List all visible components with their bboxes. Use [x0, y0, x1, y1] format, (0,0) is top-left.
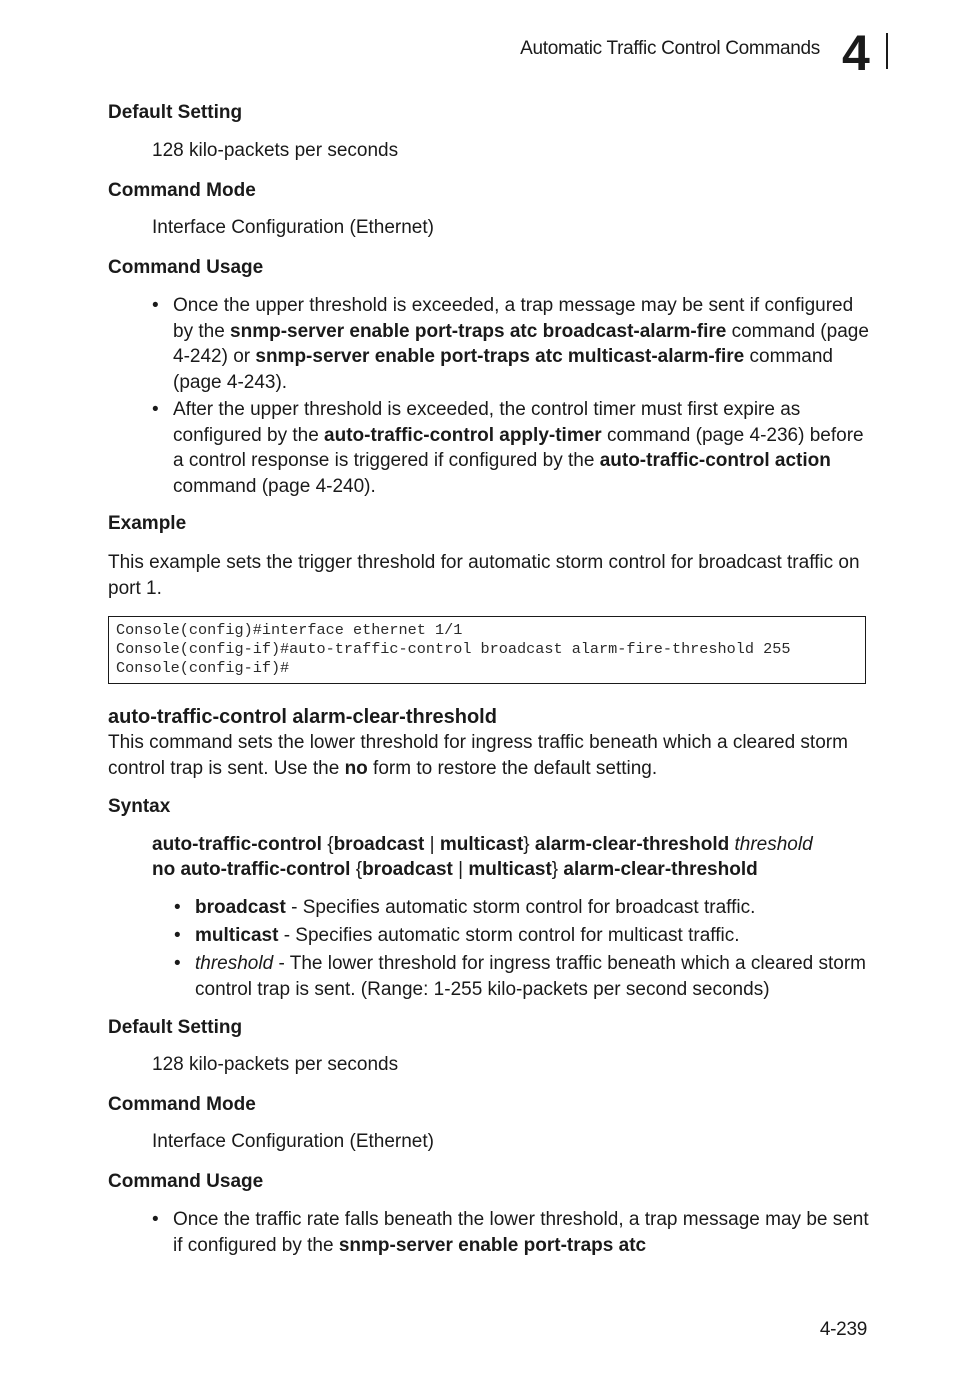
running-header: Automatic Traffic Control Commands: [520, 38, 820, 59]
command-title: auto-traffic-control alarm-clear-threshold: [108, 706, 497, 728]
default-setting-heading: Default Setting: [108, 102, 243, 123]
chapter-number: 4: [842, 25, 870, 81]
command-usage-heading: Command Usage: [108, 257, 264, 278]
usage-bullet: [152, 293, 872, 395]
param-item: • multicast - Specifies automatic storm control for multicast traffic.: [174, 923, 884, 949]
command-usage-heading: Command Usage: [108, 1171, 264, 1192]
example-text: This example sets the trigger threshold for automatic storm control for broadcast traffic on port 1.: [108, 552, 860, 599]
default-setting-heading: Default Setting: [108, 1017, 243, 1038]
usage-text: Once the upper threshold is exceeded, a trap message may be sent if configured by the snmp-server enable port-traps atc broadcast-alarm-fire command (page 4-242) or snmp-server enable port-traps atc multicast-alarm-fire command (page 4-243).: [173, 295, 869, 393]
bullet-dot: •: [174, 925, 181, 946]
syntax-line: auto-traffic-control {broadcast | multicast} alarm-clear-threshold threshold: [152, 834, 813, 855]
code-line: Console(config-if)#auto-traffic-control broadcast alarm-fire-threshold 255: [116, 640, 791, 658]
command-mode-heading: Command Mode: [108, 1094, 256, 1115]
bullet-dot: •: [152, 399, 159, 420]
usage-text: After the upper threshold is exceeded, the control timer must first expire as configured by the auto-traffic-control apply-timer command (page 4-236) before a control response is triggered if configured by the auto-traffic-control action command (page 4-240).: [173, 399, 864, 497]
usage-text: Once the traffic rate falls beneath the lower threshold, a trap message may be sent if configured by the snmp-server enable port-traps atc: [173, 1209, 869, 1256]
default-setting-value: 128 kilo-packets per seconds: [152, 1054, 399, 1075]
param-item: • broadcast - Specifies automatic storm control for broadcast traffic.: [174, 895, 884, 921]
syntax-line: no auto-traffic-control {broadcast | multicast} alarm-clear-threshold: [152, 859, 758, 880]
bullet-dot: •: [152, 1209, 159, 1230]
bullet-dot: •: [152, 295, 159, 316]
command-description: This command sets the lower threshold for ingress traffic beneath which a cleared storm control trap is sent. Use the no form to restore the default setting.: [108, 732, 848, 779]
bullet-dot: •: [174, 897, 181, 918]
syntax-heading: Syntax: [108, 796, 171, 817]
code-line: Console(config-if)#: [116, 659, 290, 677]
example-heading: Example: [108, 513, 187, 534]
command-mode-value: Interface Configuration (Ethernet): [152, 1131, 434, 1152]
page-number: 4-239: [819, 1319, 867, 1340]
usage-bullet: [152, 1207, 872, 1258]
usage-bullet: [152, 397, 872, 499]
code-example: [108, 616, 866, 684]
chapter-bar: [886, 33, 888, 69]
code-line: Console(config)#interface ethernet 1/1: [116, 621, 463, 639]
command-mode-heading: Command Mode: [108, 180, 256, 201]
bullet-dot: •: [174, 953, 181, 974]
default-setting-value: 128 kilo-packets per seconds: [152, 140, 399, 161]
command-mode-value: Interface Configuration (Ethernet): [152, 217, 434, 238]
param-item: • threshold - The lower threshold for ingress traffic beneath which a cleared storm control trap is sent. (Range: 1-255 kilo-packets per second seconds): [174, 953, 866, 1000]
